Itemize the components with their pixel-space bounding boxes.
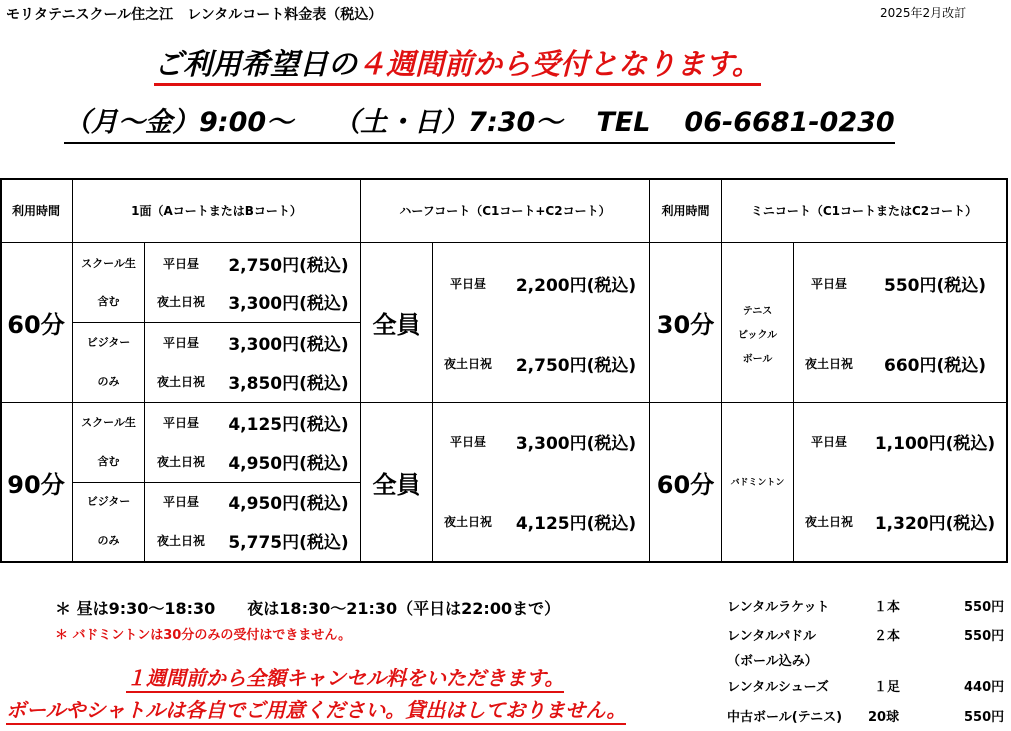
weekday-hours: （月～金）9:00～ <box>64 107 294 138</box>
day-label: 平日昼 <box>162 494 199 509</box>
table-border-bottom <box>0 561 1008 563</box>
price: 660円(税込) <box>883 355 987 376</box>
price: 1,320円(税込) <box>874 513 996 534</box>
price: 3,300円(税込) <box>228 334 349 355</box>
price: 3,300円(税込) <box>515 433 637 454</box>
night-label: 夜土日祝 <box>156 454 205 469</box>
weekend-hours: （土・日）7:30～ <box>333 107 563 138</box>
rental-item-qty: ２本 <box>874 629 901 644</box>
visitor-label: ビジター <box>86 336 131 349</box>
night-label: 夜土日祝 <box>443 514 492 529</box>
table-row-divider <box>0 402 1008 403</box>
table-border-right <box>1006 178 1008 563</box>
row1-split <box>72 322 360 323</box>
tel-label: TEL <box>596 107 651 138</box>
notice-highlight: ４週間前から受付となります。 <box>357 47 761 81</box>
revision-date: 2025年2月改訂 <box>880 6 967 20</box>
price: 2,750円(税込) <box>228 255 349 276</box>
header-full-court: 1面（AコートまたはBコート） <box>131 204 302 218</box>
mini-sport: バドミントン <box>730 477 785 488</box>
price: 4,950円(税込) <box>228 453 349 474</box>
night-label: 夜土日祝 <box>156 374 205 389</box>
rental-item-note: （ボール込み） <box>727 654 818 669</box>
duration-30: 30分 <box>656 311 715 339</box>
day-label: 平日昼 <box>162 256 199 271</box>
rental-item-name: レンタルシューズ <box>727 680 829 695</box>
price: 4,950円(税込) <box>228 493 349 514</box>
school-label: 含む <box>97 455 120 468</box>
price: 3,850円(税込) <box>228 373 349 394</box>
rental-item-price: 550円 <box>964 600 1005 615</box>
rental-item-name: レンタルパドル <box>727 629 816 644</box>
night-label: 夜土日祝 <box>804 356 853 371</box>
notice-prefix: ご利用希望日の <box>154 47 358 81</box>
price: 3,300円(税込) <box>228 293 349 314</box>
rental-item-name: 中古ボール(テニス) <box>727 710 843 725</box>
rental-item-qty: １本 <box>874 600 901 615</box>
page-title: モリタテニスクール住之江 レンタルコート料金表（税込） <box>6 7 383 23</box>
half-target: 全員 <box>372 470 421 499</box>
day-label: 平日昼 <box>449 434 486 449</box>
cancel-notice: １週間前から全額キャンセル料をいただきます。 <box>126 665 564 693</box>
night-label: 夜土日祝 <box>804 514 853 529</box>
day-label: 平日昼 <box>810 276 847 291</box>
table-header-divider <box>0 242 1008 243</box>
duration-90: 90分 <box>7 470 65 499</box>
rental-item-price: 440円 <box>964 680 1005 695</box>
price: 2,750円(税込) <box>515 355 637 376</box>
rental-item-price: 550円 <box>964 629 1005 644</box>
header-time-2: 利用時間 <box>661 204 710 218</box>
mini-sport: テニス <box>742 305 773 317</box>
tel-number: 06-6681-0230 <box>684 107 895 138</box>
duration-60-mini: 60分 <box>656 470 715 499</box>
price: 4,125円(税込) <box>228 414 349 435</box>
price: 550円(税込) <box>883 275 987 296</box>
night-label: 夜土日祝 <box>443 356 492 371</box>
rental-item-qty: 20球 <box>868 710 900 725</box>
price: 2,200円(税込) <box>515 275 637 296</box>
day-label: 平日昼 <box>449 276 486 291</box>
school-label: 含む <box>97 295 120 308</box>
night-label: 夜土日祝 <box>156 533 205 548</box>
half-target: 全員 <box>372 311 421 339</box>
header-mini-court: ミニコート（C1コートまたはC2コート） <box>750 204 978 218</box>
rental-item-name: レンタルラケット <box>727 600 830 615</box>
badminton-note: ＊ バドミントンは30分のみの受付はできません。 <box>55 628 352 643</box>
visitor-label: のみ <box>97 375 120 388</box>
visitor-label: ビジター <box>86 495 131 508</box>
hours-note: ＊ 昼は9:30～18:30 夜は18:30～21:30（平日は22:00まで） <box>55 599 561 618</box>
day-label: 平日昼 <box>162 335 199 350</box>
rental-item-qty: １足 <box>874 680 901 695</box>
day-label: 平日昼 <box>162 415 199 430</box>
header-half-court: ハーフコート（C1コート+C2コート） <box>399 204 611 218</box>
price: 4,125円(税込) <box>515 513 637 534</box>
rental-item-price: 550円 <box>964 710 1005 725</box>
bring-equipment-notice: ボールやシャトルは各自でご用意ください。貸出はしておりません。 <box>6 697 626 725</box>
price: 1,100円(税込) <box>874 433 996 454</box>
visitor-label: のみ <box>97 534 120 547</box>
night-label: 夜土日祝 <box>156 294 205 309</box>
duration-60: 60分 <box>7 311 65 339</box>
row2-split <box>72 482 360 483</box>
reservation-notice <box>154 45 761 86</box>
mini-sport: ピックル <box>737 329 778 341</box>
school-label: スクール生 <box>81 416 136 429</box>
school-label: スクール生 <box>81 257 136 270</box>
hours-and-phone <box>64 104 895 144</box>
header-time-1: 利用時間 <box>11 204 60 218</box>
day-label: 平日昼 <box>810 434 847 449</box>
price: 5,775円(税込) <box>228 532 349 553</box>
mini-sport: ボール <box>742 353 773 365</box>
